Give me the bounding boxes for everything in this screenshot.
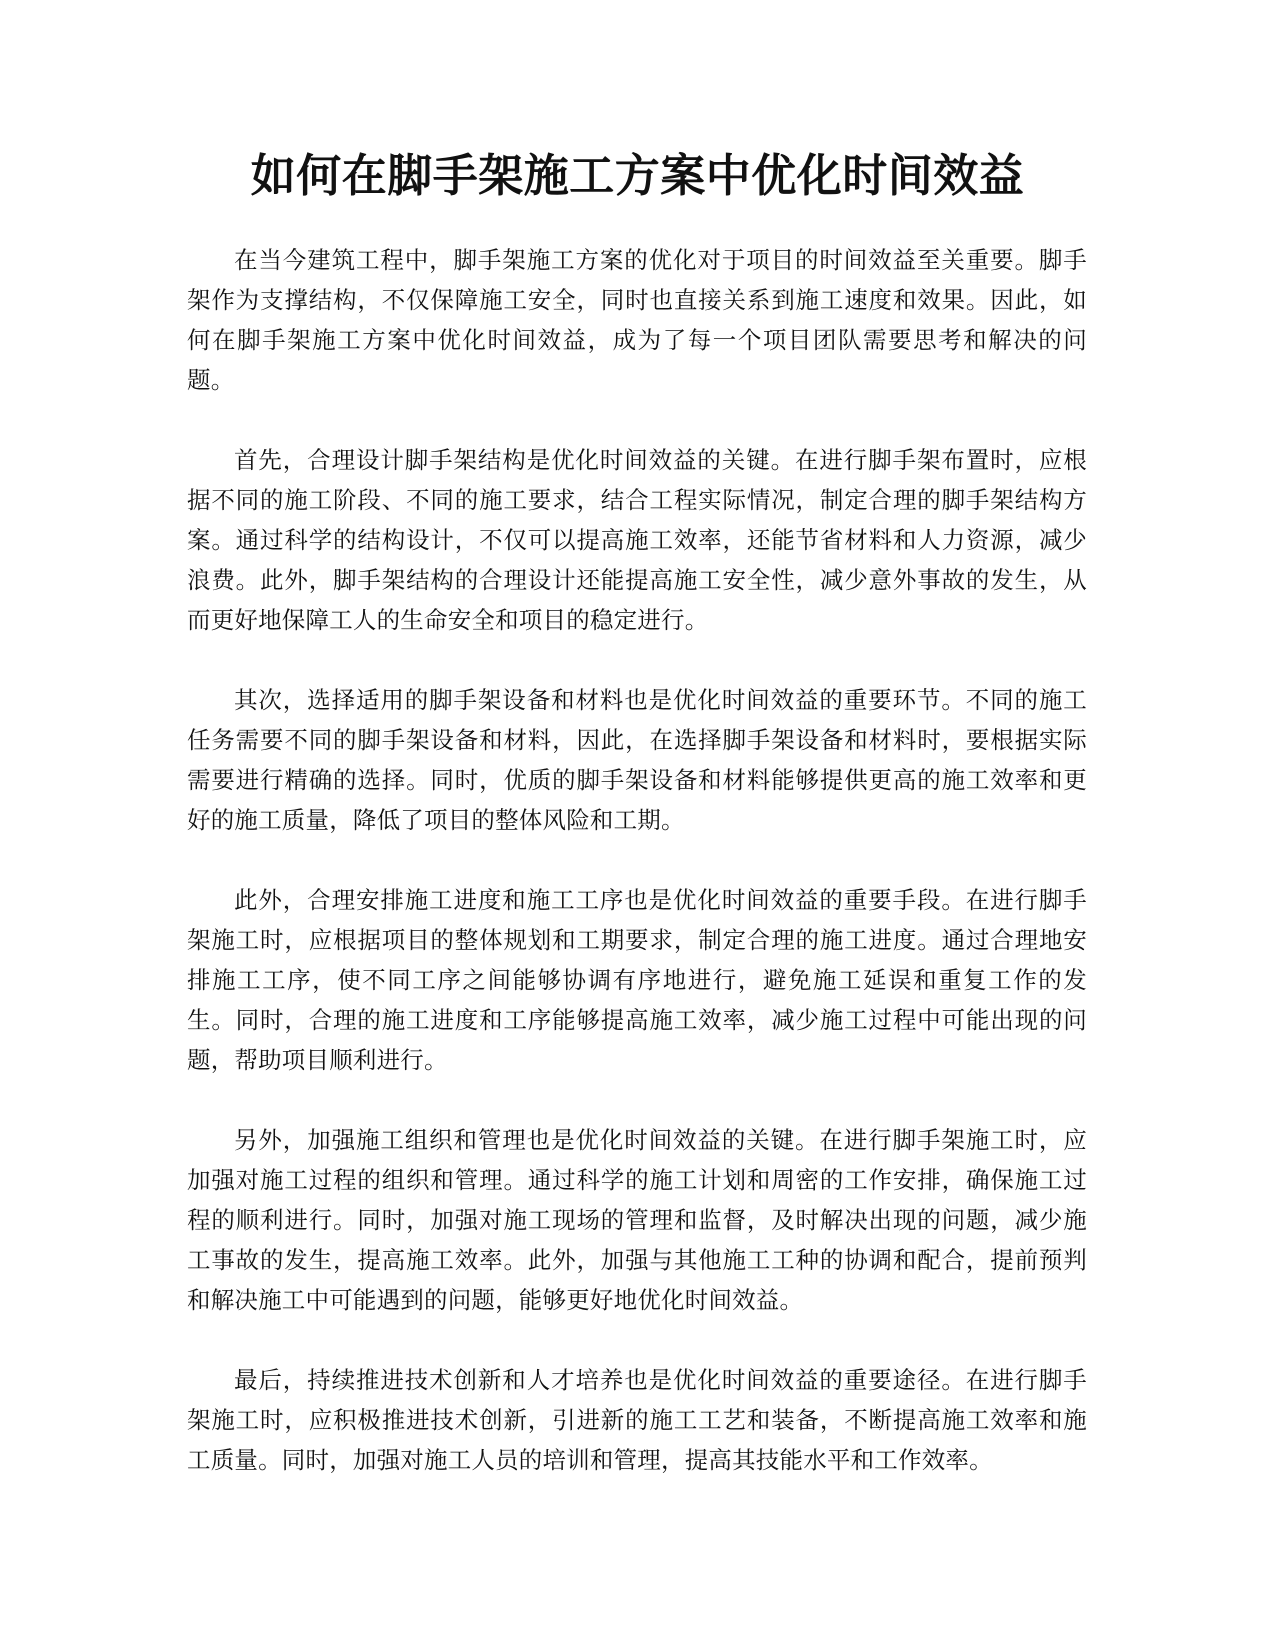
paragraph-organization-management: 另外，加强施工组织和管理也是优化时间效益的关键。在进行脚手架施工时，应加强对施工过程的组织和管理。通过科学的施工计划和周密的工作安排，确保施工过程的顺利进行。同时，加强对施工现场的管理和监督，及时解决出现的问题，减少施工事故的发生，提高施工效率。此外，加强与其他施工工种的协调和配合，提前预判和解决施工中可能遇到的问题，能够更好地优化时间效益。 (187, 1126, 1087, 1314)
paragraph-schedule-process: 此外，合理安排施工进度和施工工序也是优化时间效益的重要手段。在进行脚手架施工时，应根据项目的整体规划和工期要求，制定合理的施工进度。通过合理地安排施工工序，使不同工序之间能够协调有序地进行，避免施工延误和重复工作的发生。同时，合理的施工进度和工序能够提高施工效率，减少施工过程中可能出现的问题，帮助项目顺利进行。 (187, 886, 1087, 1074)
document-title: 如何在脚手架施工方案中优化时间效益 (250, 149, 1025, 202)
paragraph-intro: 在当今建筑工程中，脚手架施工方案的优化对于项目的时间效益至关重要。脚手架作为支撑结构，不仅保障施工安全，同时也直接关系到施工速度和效果。因此，如何在脚手架施工方案中优化时间效益，成为了每一个项目团队需要思考和解决的问题。 (187, 246, 1087, 394)
paragraph-innovation-training: 最后，持续推进技术创新和人才培养也是优化时间效益的重要途径。在进行脚手架施工时，应积极推进技术创新，引进新的施工工艺和装备，不断提高施工效率和施工质量。同时，加强对施工人员的培训和管理，提高其技能水平和工作效率。 (187, 1366, 1087, 1474)
document-body (187, 240, 1087, 1520)
paragraph-structure-design: 首先，合理设计脚手架结构是优化时间效益的关键。在进行脚手架布置时，应根据不同的施工阶段、不同的施工要求，结合工程实际情况，制定合理的脚手架结构方案。通过科学的结构设计，不仅可以提高施工效率，还能节省材料和人力资源，减少浪费。此外，脚手架结构的合理设计还能提高施工安全性，减少意外事故的发生，从而更好地保障工人的生命安全和项目的稳定进行。 (187, 446, 1087, 634)
paragraph-equipment-materials: 其次，选择适用的脚手架设备和材料也是优化时间效益的重要环节。不同的施工任务需要不同的脚手架设备和材料，因此，在选择脚手架设备和材料时，要根据实际需要进行精确的选择。同时，优质的脚手架设备和材料能够提供更高的施工效率和更好的施工质量，降低了项目的整体风险和工期。 (187, 686, 1087, 834)
